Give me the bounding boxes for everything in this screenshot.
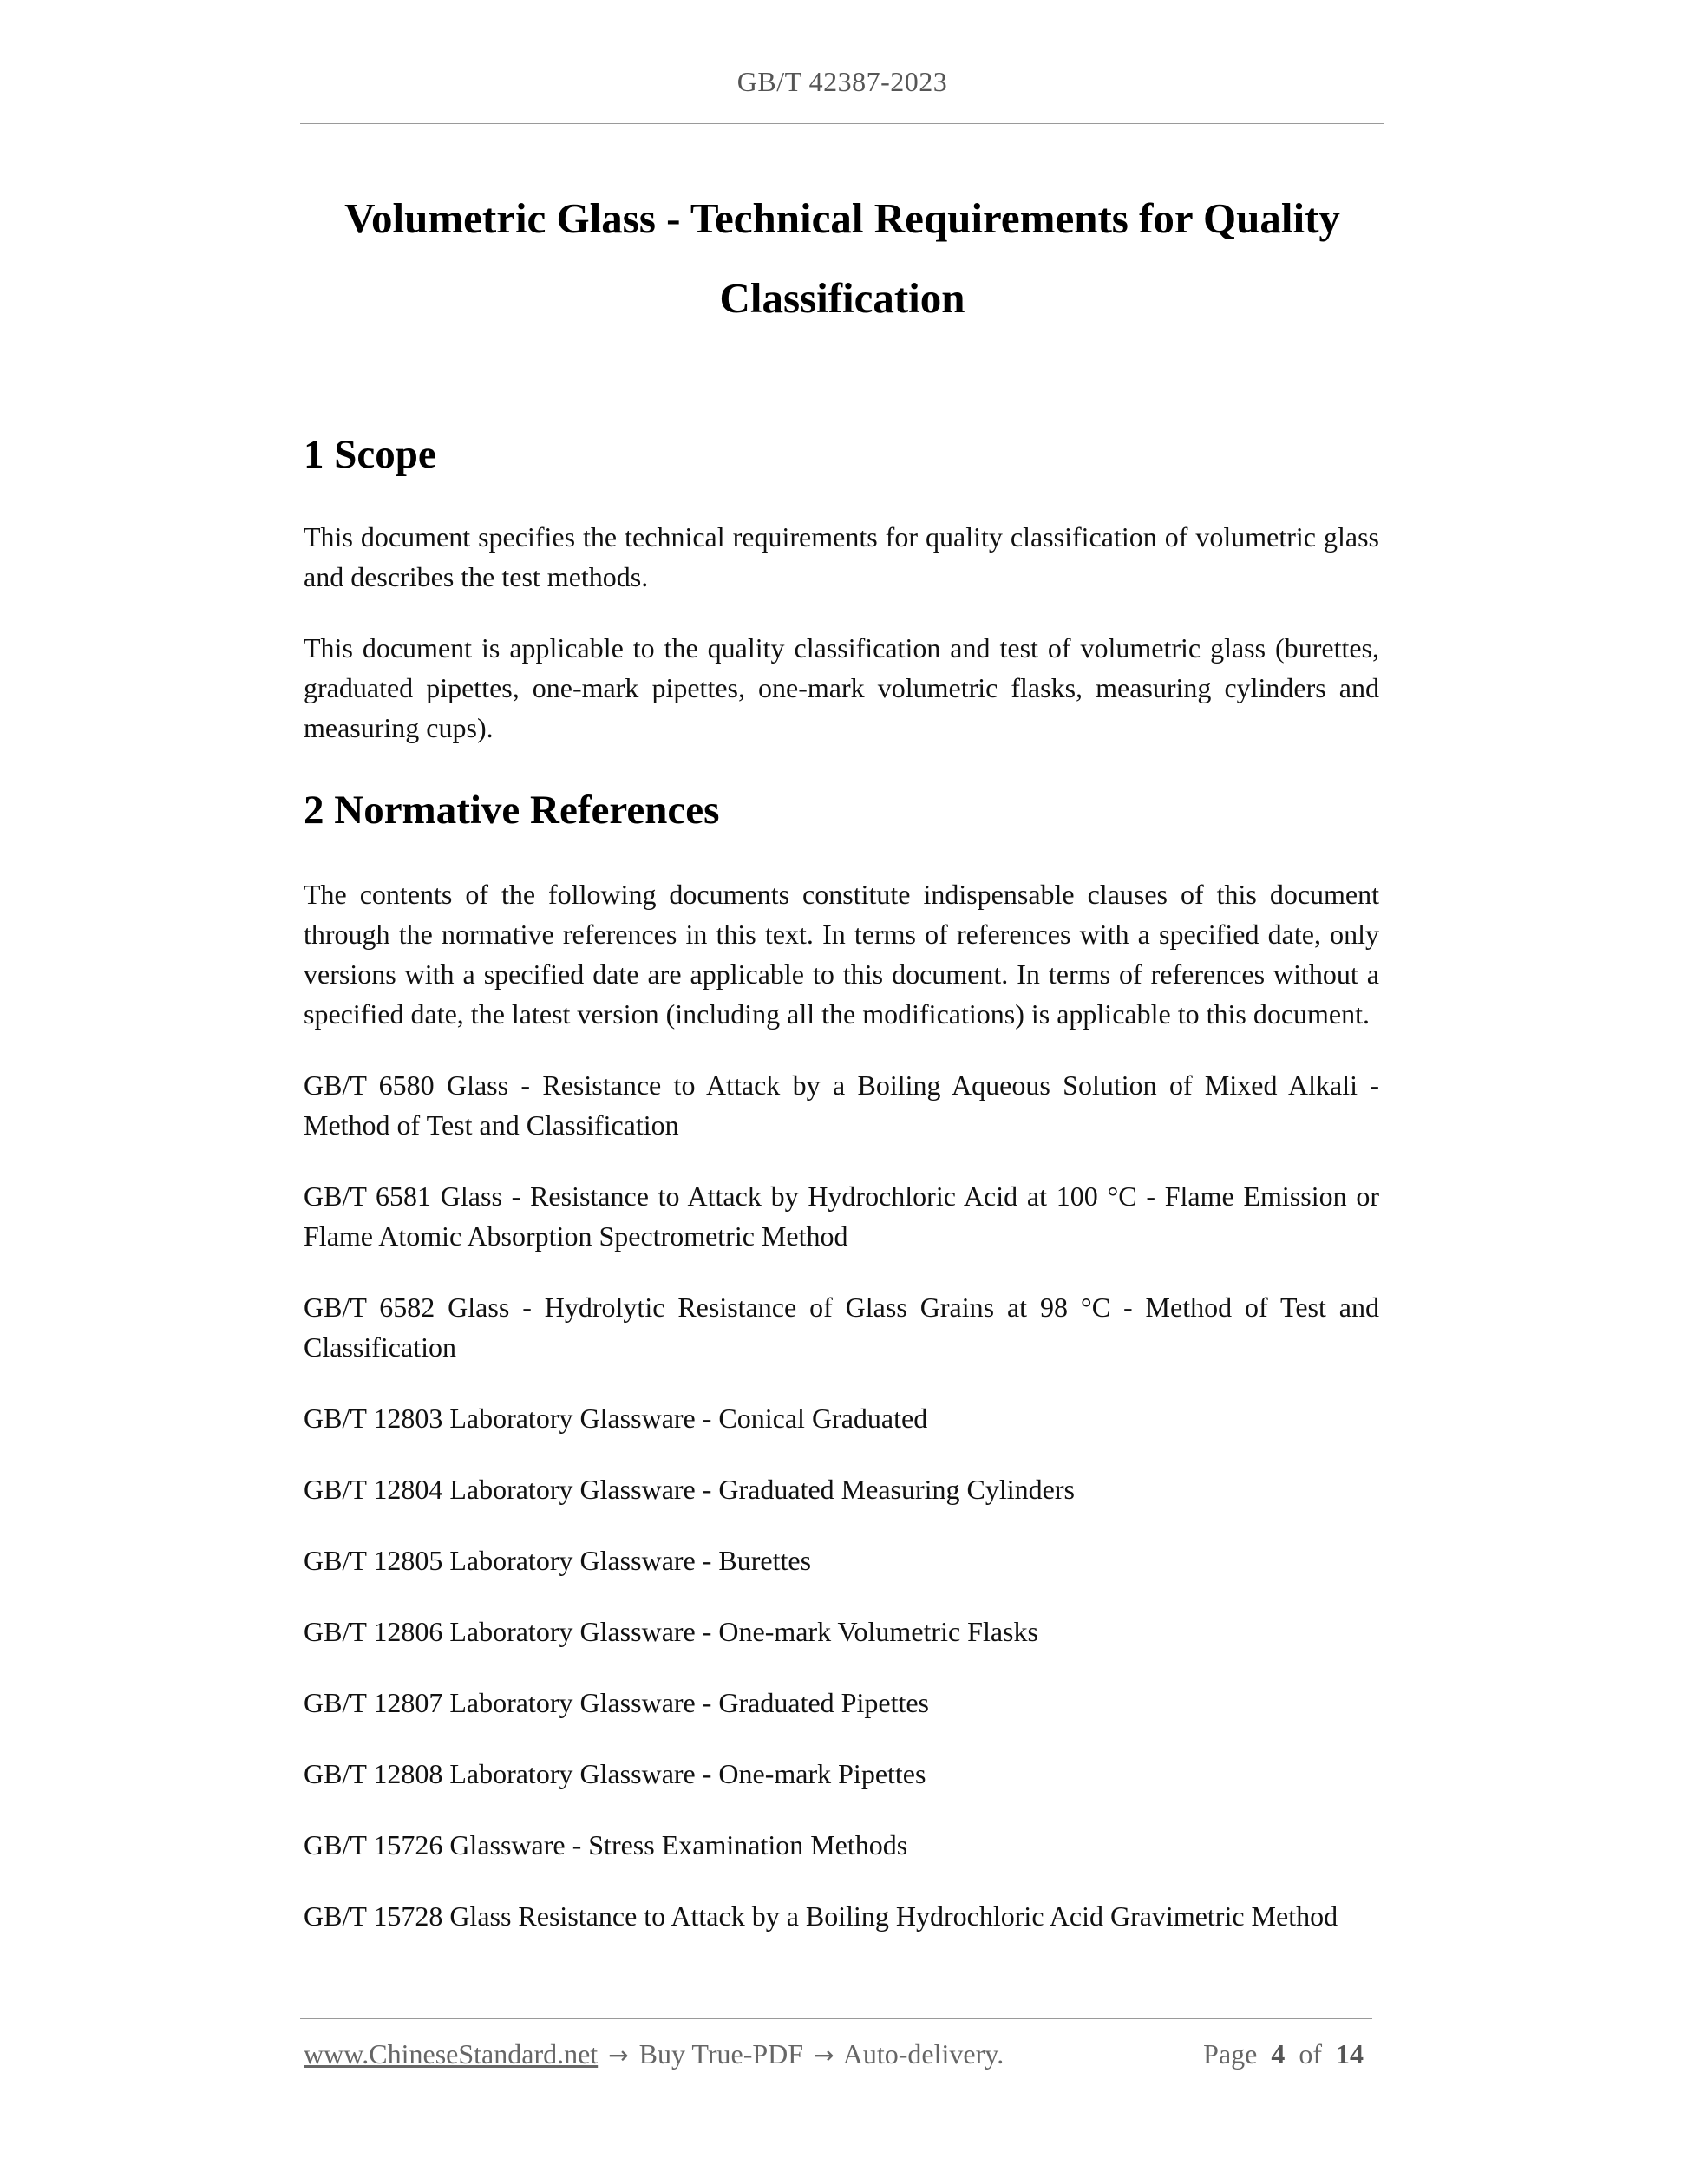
- reference-item: GB/T 15728 Glass Resistance to Attack by a Boiling Hydrochloric Acid Gravimetric Method: [304, 1900, 1338, 1932]
- reference-item: GB/T 6580 Glass - Resistance to Attack by a Boiling Aqueous Solution of Mixed Alkali - Method of Test and Classification: [304, 1069, 1379, 1141]
- page-total: 14: [1336, 2038, 1364, 2070]
- footer-promo: [304, 2038, 1004, 2070]
- reference-item: GB/T 12804 Laboratory Glassware - Graduated Measuring Cylinders: [304, 1474, 1075, 1505]
- reference-item: GB/T 6582 Glass - Hydrolytic Resistance of Glass Grains at 98 °C - Method of Test and Classification: [304, 1291, 1379, 1363]
- scope-paragraph-1: This document specifies the technical requirements for quality classification of volumetric glass and describes the test methods.: [304, 521, 1379, 592]
- reference-item: GB/T 12806 Laboratory Glassware - One-mark Volumetric Flasks: [304, 1616, 1038, 1647]
- document-title: [300, 179, 1384, 338]
- document-body: [304, 416, 1379, 1967]
- section-heading-scope: 1 Scope: [304, 432, 436, 477]
- page-of-label: of: [1299, 2038, 1322, 2070]
- footer-divider: [300, 2018, 1372, 2019]
- arrow-right-icon: →: [814, 2041, 834, 2070]
- reference-item: GB/T 15726 Glassware - Stress Examination Methods: [304, 1829, 908, 1860]
- reference-item: GB/T 12807 Laboratory Glassware - Graduated Pipettes: [304, 1687, 929, 1718]
- auto-delivery-text: Auto-delivery.: [842, 2038, 1004, 2070]
- buy-true-pdf-text: Buy True-PDF: [638, 2038, 804, 2070]
- chinesestandard-link[interactable]: www.ChineseStandard.net: [304, 2038, 599, 2070]
- title-line-1: Volumetric Glass - Technical Requirements for Quality: [344, 194, 1340, 242]
- title-line-2: Classification: [719, 274, 965, 322]
- reference-item: GB/T 12808 Laboratory Glassware - One-mark Pipettes: [304, 1758, 926, 1789]
- running-header: GB/T 42387-2023: [736, 66, 948, 97]
- reference-item: GB/T 12805 Laboratory Glassware - Burettes: [304, 1545, 812, 1576]
- scope-paragraph-2: This document is applicable to the quality classification and test of volumetric glass (burettes, graduated pipettes, one-mark pipettes, one-mark volumetric flasks, measuring cylinders and measuring cups).: [304, 632, 1379, 743]
- reference-item: GB/T 6581 Glass - Resistance to Attack by Hydrochloric Acid at 100 °C - Flame Emission or Flame Atomic Absorption Spectrometric Method: [304, 1180, 1379, 1252]
- references-intro-paragraph: The contents of the following documents constitute indispensable clauses of this document through the normative references in this text. In terms of references with a specified date, only versions with a specified date are applicable to this document. In terms of references without a specified date, the latest version (including all the modifications) is applicable to this document.: [304, 879, 1379, 1030]
- reference-item: GB/T 12803 Laboratory Glassware - Conical Graduated: [304, 1403, 928, 1434]
- page-label: Page: [1203, 2038, 1258, 2070]
- arrow-right-icon: →: [608, 2041, 629, 2070]
- header-divider: [300, 123, 1384, 124]
- page-number: [1203, 2038, 1364, 2070]
- page-current: 4: [1271, 2038, 1286, 2070]
- section-heading-normative-references: 2 Normative References: [304, 788, 720, 833]
